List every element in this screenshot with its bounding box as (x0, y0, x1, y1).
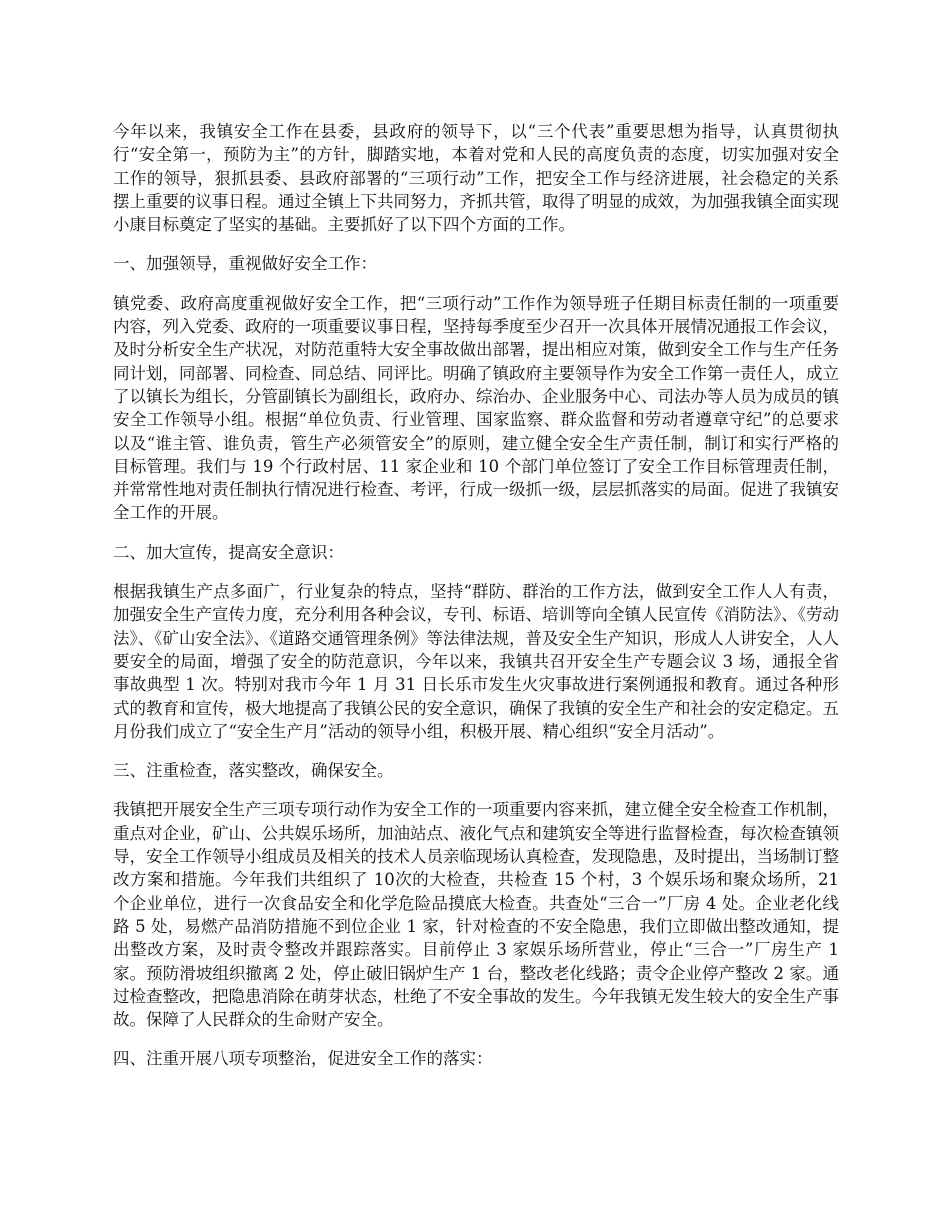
section-1-heading: 一、加强领导，重视做好安全工作： (113, 254, 377, 274)
section-3-heading: 三、注重检查，落实整改，确保安全。 (113, 761, 394, 781)
intro-paragraph: 今年以来，我镇安全工作在县委，县政府的领导下，以“三个代表”重要思想为指导，认真贯彻执行“安全第一，预防为主”的方针，脚踏实地，本着对党和人民的高度负责的态度，切实加强对安全工作的领导，狠抓县委、县政府部署的“三项行动”工作，把安全工作与经济进展，社会稳定的关系摆上重要的议事日程。通过全镇上下共同努力，齐抓共管，取得了明显的成效，为加强我镇全面实现小康目标奠定了坚实的基础。主要抓好了以下四个方面的工作。 (113, 122, 839, 235)
section-2-paragraph: 根据我镇生产点多面广，行业复杂的特点，坚持“群防、群治的工作方法，做到安全工作人人有责，加强安全生产宣传力度，充分利用各种会议，专刊、标语、培训等向全镇人民宣传《消防法》、《劳动法》、《矿山安全法》、《道路交通管理条例》等法律法规，普及安全生产知识，形成人人讲安全，人人要安全的局面，增强了安全的防范意识，今年以来，我镇共召开安全生产专题会议 3 场，通报全省事故典型 1 次。特别对我市今年 1 月 31 日长乐市发生火灾事故进行案例通报和教育。通过各种形式的教育和宣传，极大地提高了我镇公民的安全意识，确保了我镇的安全生产和社会的安定稳定。五月份我们成立了“安全生产月”活动的领导小组，积极开展、精心组织“安全月活动”。 (113, 582, 839, 741)
document-page (113, 120, 839, 1087)
section-2-heading: 二、加大宣传，提高安全意识： (113, 542, 344, 562)
section-3-paragraph: 我镇把开展安全生产三项专项行动作为安全工作的一项重要内容来抓，建立健全安全检查工作机制，重点对企业，矿山、公共娱乐场所，加油站点、液化气点和建筑安全等进行监督检查，每次检查镇领导，安全工作领导小组成员及相关的技术人员亲临现场认真检查，发现隐患，及时提出，当场制订整改方案和措施。今年我们共组织了 10次的大检查，共检查 15 个村，3 个娱乐场和聚众场所，21 个企业单位，进行一次食品安全和化学危险品摸底大检查。共查处“三合一”厂房 4 处。企业老化线路 5 处，易燃产品消防措施不到位企业 1 家，针对检查的不安全隐患，我们立即做出整改通知，提出整改方案，及时责令整改并跟踪落实。目前停止 3 家娱乐场所营业，停止“三合一”厂房生产 1 家。预防滑坡组织撤离 2 处，停止破旧锅炉生产 1 台，整改老化线路；责令企业停产整改 2 家。通过检查整改，把隐患消除在萌芽状态，杜绝了不安全事故的发生。今年我镇无发生较大的安全生产事故。保障了人民群众的生命财产安全。 (113, 800, 839, 1030)
section-4-heading: 四、注重开展八项专项整治，促进安全工作的落实： (113, 1049, 493, 1069)
section-1-paragraph: 镇党委、政府高度重视做好安全工作，把“三项行动”工作作为领导班子任期目标责任制的一项重要内容，列入党委、政府的一项重要议事日程，坚持每季度至少召开一次具体开展情况通报工作会议，及时分析安全生产状况，对防范重特大安全事故做出部署，提出相应对策，做到安全工作与生产任务同计划，同部署、同检查、同总结、同评比。明确了镇政府主要领导作为安全工作第一责任人，成立了以镇长为组长，分管副镇长为副组长，政府办、综治办、企业服务中心、司法办等人员为成员的镇安全工作领导小组。根据“单位负责、行业管理、国家监察、群众监督和劳动者遵章守纪”的总要求以及“谁主管、谁负责，管生产必须管安全”的原则，建立健全安全生产责任制，制订和实行严格的目标管理。我们与 19 个行政村居、11 家企业和 10 个部门单位签订了安全工作目标管理责任制，并常常性地对责任制执行情况进行检查、考评，行成一级抓一级，层层抓落实的局面。促进了我镇安全工作的开展。 (113, 293, 839, 523)
